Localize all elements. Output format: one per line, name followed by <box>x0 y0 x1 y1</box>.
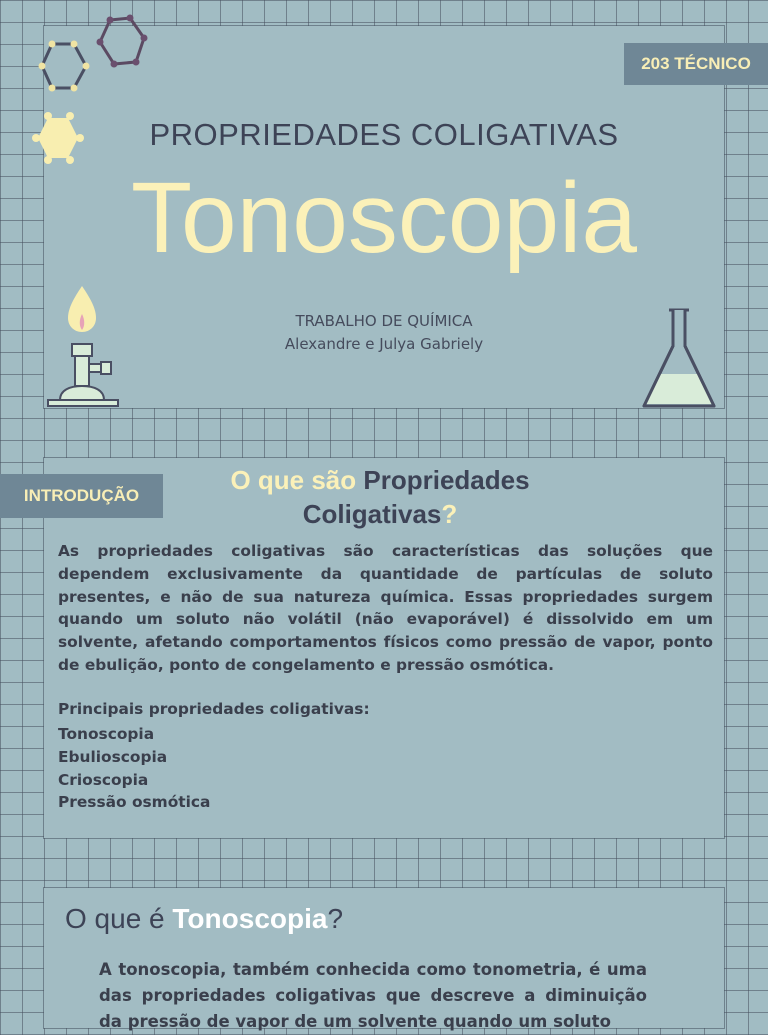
section-badge: INTRODUÇÃO <box>0 474 163 518</box>
intro-heading-qmark: ? <box>441 499 458 529</box>
intro-heading-term: Propriedades Coligativas <box>302 465 530 529</box>
properties-list <box>58 723 210 814</box>
intro-paragraph: As propriedades coligativas são características das soluções que dependem exclusivamente da quantidade de partículas de soluto presentes, e não de sua natureza química. Essas propriedades surgem quando um soluto não volátil (não evaporável) é dissolvido em um solvente, afetando comportamentos físicos como pressão de vapor, ponto de ebulição, ponto de congelamento e pressão osmótica. <box>58 542 713 674</box>
page-title: Tonoscopia <box>131 162 637 274</box>
list-title: Principais propriedades coligativas: <box>58 700 370 718</box>
tonoscopia-heading-term: Tonoscopia <box>172 903 328 934</box>
molecule-hexagon-icon <box>96 16 150 68</box>
intro-heading <box>190 463 570 531</box>
class-badge: 203 TÉCNICO <box>624 43 768 85</box>
list-item: Crioscopia <box>58 770 149 789</box>
authors-label: Alexandre e Julya Gabriely <box>284 335 484 353</box>
tonoscopia-paragraph: A tonoscopia, também conhecida como tonometria, é uma das propriedades coligativas que descreve a diminuição da pressão de vapor de um solvente quando um soluto <box>99 960 647 1031</box>
page-subtitle: PROPRIEDADES COLIGATIVAS <box>149 117 619 152</box>
tonoscopia-heading-qmark: ? <box>327 903 344 934</box>
intro-heading-lead: O que são <box>230 465 364 495</box>
tonoscopia-heading-lead: O que é <box>65 903 173 934</box>
molecule-hexagon-icon <box>38 40 94 92</box>
list-item: Pressão osmótica <box>58 793 211 812</box>
list-item: Tonoscopia <box>58 725 155 743</box>
tonoscopia-heading <box>65 903 343 935</box>
list-item: Ebulioscopia <box>58 747 168 766</box>
course-label: TRABALHO DE QUÍMICA <box>295 312 473 330</box>
